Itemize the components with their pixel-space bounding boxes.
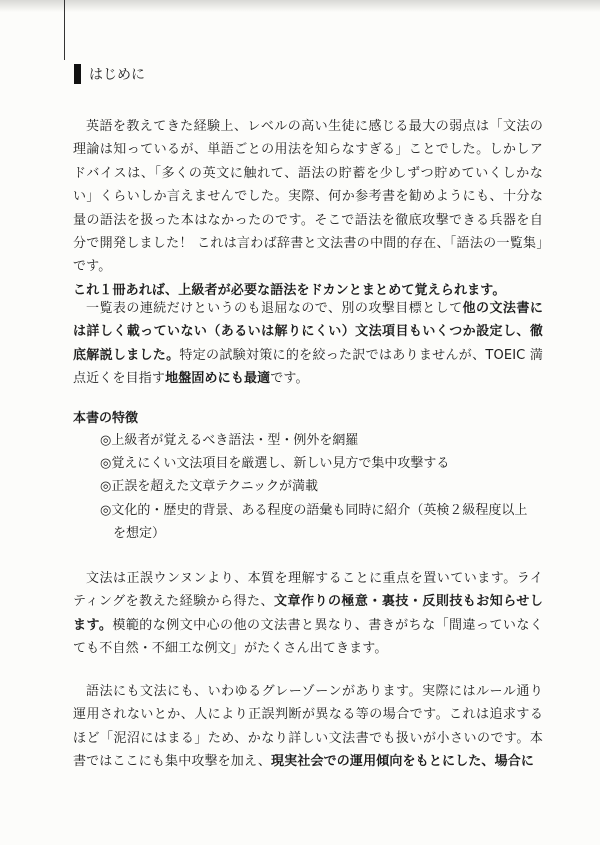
paragraph-4-text-1: 語法にも文法にも、いわゆるグレーゾーンがあります。実際にはルール通り運用されないとか、人により正誤判断が異なる等の場合です。これは追求するほど「泥沼にはまる」ため、かなり詳しい文法書でも扱いが小さいのです。本書ではここにも集中攻撃を加え、: [73, 684, 543, 770]
paragraph-2: [73, 297, 543, 391]
paragraph-2-bold-1: 他の文法書には詳しく載っていない（あるいは解りにくい）文法項目もいくつか設定し、徹底解説しました。: [73, 301, 543, 363]
feature-item: [100, 499, 546, 545]
feature-item: ◎上級者が覚えるべき語法・型・例外を網羅: [100, 433, 359, 448]
paragraph-2-bold-2: 地盤固めにも最適: [165, 371, 271, 387]
paragraph-3-text-1: 文法は正誤ウンヌンより、本質を理解することに重点を置いています。ライティングを教えた経験から得た、: [73, 571, 543, 610]
section-heading: [74, 64, 145, 84]
paragraph-3-bold-1: 文章作りの極意・裏技・反則技もお知らせします。: [73, 594, 543, 633]
feature-item: ◎正誤を超えた文章テクニックが満載: [100, 479, 319, 495]
paragraph-3: [73, 567, 543, 661]
paragraph-1: [73, 115, 543, 302]
paragraph-2-text-1: 一覧表の連続だけというのも退屈なので、別の攻撃目標として: [86, 301, 463, 316]
feature-4-line-1: ◎文化的・歴史的背景、ある程度の語彙も同時に紹介（英検２級程度以上: [100, 502, 528, 518]
paragraph-3-text-2: 模範的な例文中心の他の文法書と異なり、書きがちな「間違っていなくても不自然・不細工な例文」がたくさん出てきます。: [73, 617, 543, 657]
feature-item: ◎覚えにくい文法項目を厳選し、新しい見方で集中攻撃する: [100, 456, 450, 472]
paragraph-1-bold: これ１冊あれば、上級者が必要な語法をドカンとまとめて覚えられます。: [73, 282, 506, 298]
paragraph-4-bold-1: 現実社会での運用傾向をもとにした、場合に: [271, 754, 535, 770]
features-title: 本書の特徴: [73, 411, 139, 426]
paragraph-2-text-3: です。: [270, 371, 309, 387]
paragraph-1-text: 英語を教えてきた経験上、レベルの高い生徒に感じる最大の弱点は「文法の理論は知っているが、単語ごとの用法を知らなすぎる」ことでした。しかしアドバイスは、「多くの英文に触れて、語法の貯蓄を少しずつ貯めていくしかない」くらいしか言えませんでした。実際、何か参考書を勧めようにも、十分な量の語法を扱った本はなかったのです。そこで語法を徹底攻撃できる兵器を自分で開発しました！ これは言わば辞書と文法書の中間的存在、「語法の一覧集」です。: [73, 119, 543, 275]
heading-marker-bar: [74, 64, 81, 84]
heading-text: はじめに: [89, 67, 145, 83]
features-list: [100, 429, 546, 545]
feature-4-line-2: を想定）: [113, 525, 166, 541]
scan-edge-shadow: [0, 0, 600, 12]
margin-rule: [64, 0, 65, 60]
paragraph-2-text-2: 特定の試験対策に的を絞った訳ではありませんが、TOEIC 満点近くを目指す: [73, 347, 543, 387]
paragraph-4: [73, 680, 543, 774]
